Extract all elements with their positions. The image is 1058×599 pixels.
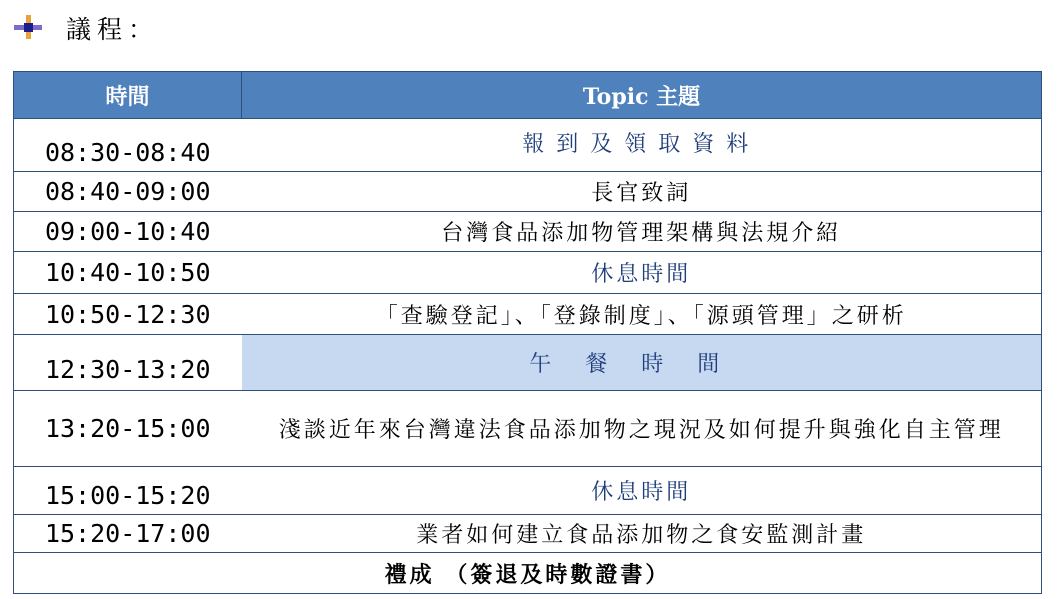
agenda-table xyxy=(13,71,1042,594)
row-topic: 台灣食品添加物管理架構與法規介紹 xyxy=(242,212,1042,252)
table-row xyxy=(14,515,1042,553)
row-time: 13:20-15:00 xyxy=(14,391,242,467)
row-time: 08:30-08:40 xyxy=(14,119,242,172)
plus-bullet-icon xyxy=(14,13,44,43)
row-topic: 長官致詞 xyxy=(242,172,1042,212)
row-topic: 休息時間 xyxy=(242,252,1042,294)
row-topic: 業者如何建立食品添加物之食安監測計畫 xyxy=(242,515,1042,553)
closing-text: 禮成 （簽退及時數證書） xyxy=(14,553,1042,594)
table-row xyxy=(14,467,1042,515)
row-time: 08:40-09:00 xyxy=(14,172,242,212)
row-topic: 午餐時間 xyxy=(242,335,1042,391)
table-row xyxy=(14,119,1042,172)
row-time: 10:40-10:50 xyxy=(14,252,242,294)
row-time: 12:30-13:20 xyxy=(14,335,242,391)
row-topic: 報到及領取資料 xyxy=(242,119,1042,172)
agenda-heading xyxy=(14,8,159,48)
row-time: 15:20-17:00 xyxy=(14,515,242,553)
table-row xyxy=(14,391,1042,467)
header-time: 時間 xyxy=(14,72,242,119)
table-row xyxy=(14,335,1042,391)
row-topic: 休息時間 xyxy=(242,467,1042,515)
header-topic: Topic 主題 xyxy=(242,72,1042,119)
row-time: 15:00-15:20 xyxy=(14,467,242,515)
table-row xyxy=(14,172,1042,212)
agenda-title: 議程： xyxy=(66,15,160,44)
closing-row xyxy=(14,553,1042,594)
row-time: 10:50-12:30 xyxy=(14,294,242,335)
table-row xyxy=(14,252,1042,294)
row-topic: 「查驗登記」、「登錄制度」、「源頭管理」之研析 xyxy=(242,294,1042,335)
table-row xyxy=(14,294,1042,335)
table-header-row xyxy=(14,72,1042,119)
table-row xyxy=(14,212,1042,252)
row-topic: 淺談近年來台灣違法食品添加物之現況及如何提升與強化自主管理 xyxy=(242,391,1042,467)
row-time: 09:00-10:40 xyxy=(14,212,242,252)
